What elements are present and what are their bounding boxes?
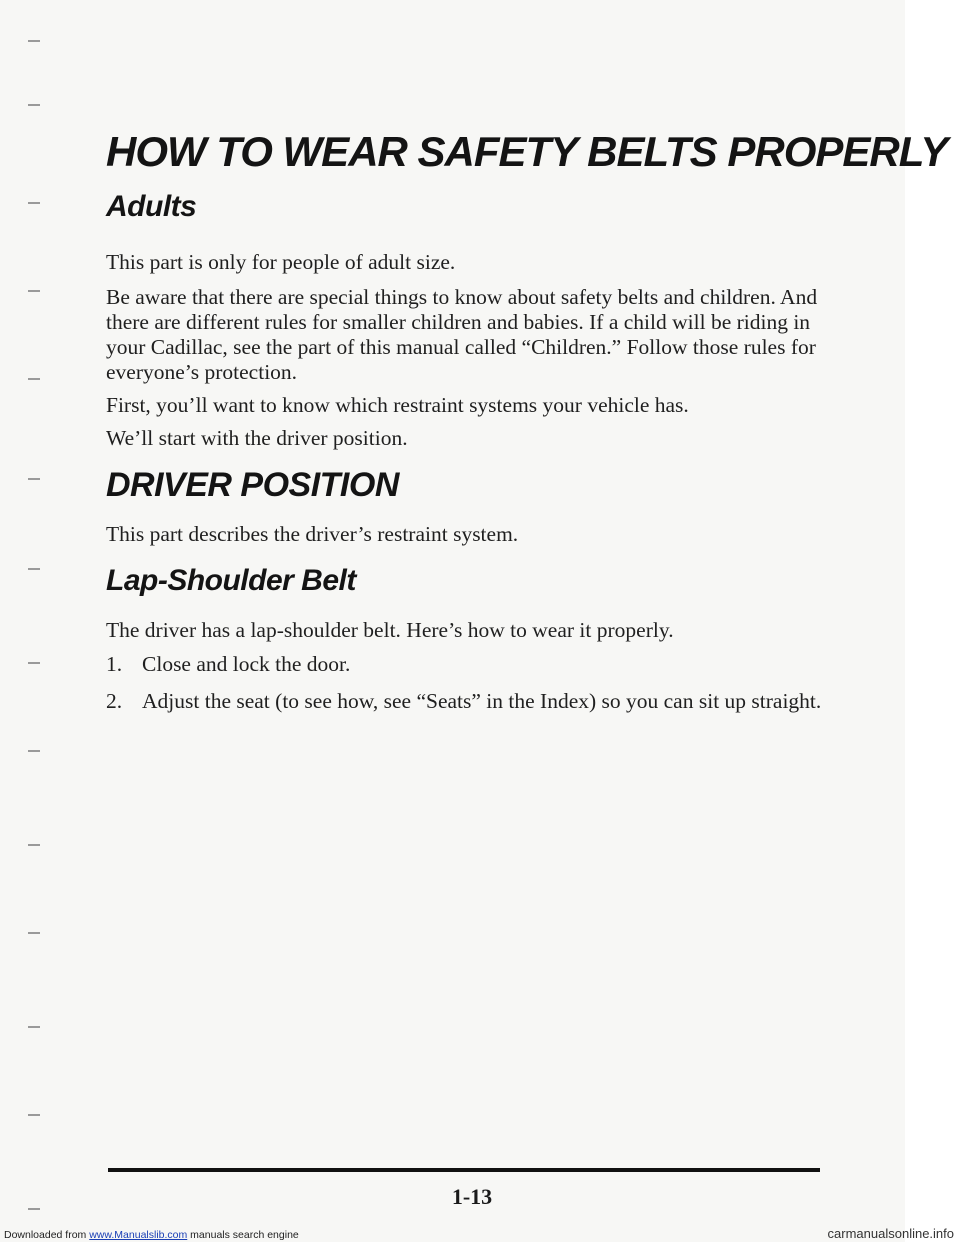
- download-suffix: manuals search engine: [187, 1229, 299, 1241]
- margin-tick: [28, 662, 40, 664]
- footer-rule: [108, 1168, 820, 1172]
- lap-shoulder-belt-heading: Lap-Shoulder Belt: [106, 564, 356, 597]
- margin-tick: [28, 1208, 40, 1210]
- step-text: Adjust the seat (to see how, see “Seats” in the Index) so you can sit up straight.: [142, 689, 822, 713]
- margin-tick: [28, 568, 40, 570]
- step-text: Close and lock the door.: [142, 652, 351, 676]
- step-item: [106, 689, 826, 714]
- step-number: 2.: [106, 689, 123, 713]
- margin-tick: [28, 202, 40, 204]
- margin-tick: [28, 40, 40, 42]
- margin-tick: [28, 378, 40, 380]
- step-item: [106, 652, 826, 677]
- page-number: 1-13: [451, 1184, 493, 1209]
- driver-position-intro: This part describes the driver’s restraint system.: [106, 522, 519, 546]
- driver-position-heading: DRIVER POSITION: [106, 466, 399, 504]
- adults-paragraph-3: First, you’ll want to know which restraint systems your vehicle has.: [106, 393, 689, 417]
- margin-tick: [28, 478, 40, 480]
- adults-paragraph-4: We’ll start with the driver position.: [106, 426, 408, 450]
- margin-tick: [28, 290, 40, 292]
- lap-shoulder-belt-intro: The driver has a lap-shoulder belt. Here’s how to wear it properly.: [106, 618, 674, 642]
- margin-tick: [28, 1026, 40, 1028]
- margin-tick: [28, 932, 40, 934]
- watermark-text: carmanualsonline.info: [827, 1226, 954, 1241]
- margin-tick: [28, 104, 40, 106]
- margin-tick: [28, 844, 40, 846]
- adults-paragraph-1: This part is only for people of adult size.: [106, 250, 456, 274]
- manualslib-link[interactable]: www.Manualslib.com: [89, 1229, 188, 1241]
- page-title: HOW TO WEAR SAFETY BELTS PROPERLY: [106, 128, 948, 175]
- download-note: [4, 1229, 299, 1241]
- adults-paragraph-2: Be aware that there are special things to know about safety belts and children. And there are different rules for smaller children and babies. If a child will be riding in your Cadillac, see the part of this manual called “Children.” Follow those rules for everyone’s protection.: [106, 285, 818, 384]
- margin-tick: [28, 1114, 40, 1116]
- step-number: 1.: [106, 652, 123, 676]
- adults-heading: Adults: [106, 190, 197, 223]
- margin-tick: [28, 750, 40, 752]
- download-prefix: Downloaded from: [4, 1229, 90, 1241]
- margin-ticks: [28, 0, 48, 1242]
